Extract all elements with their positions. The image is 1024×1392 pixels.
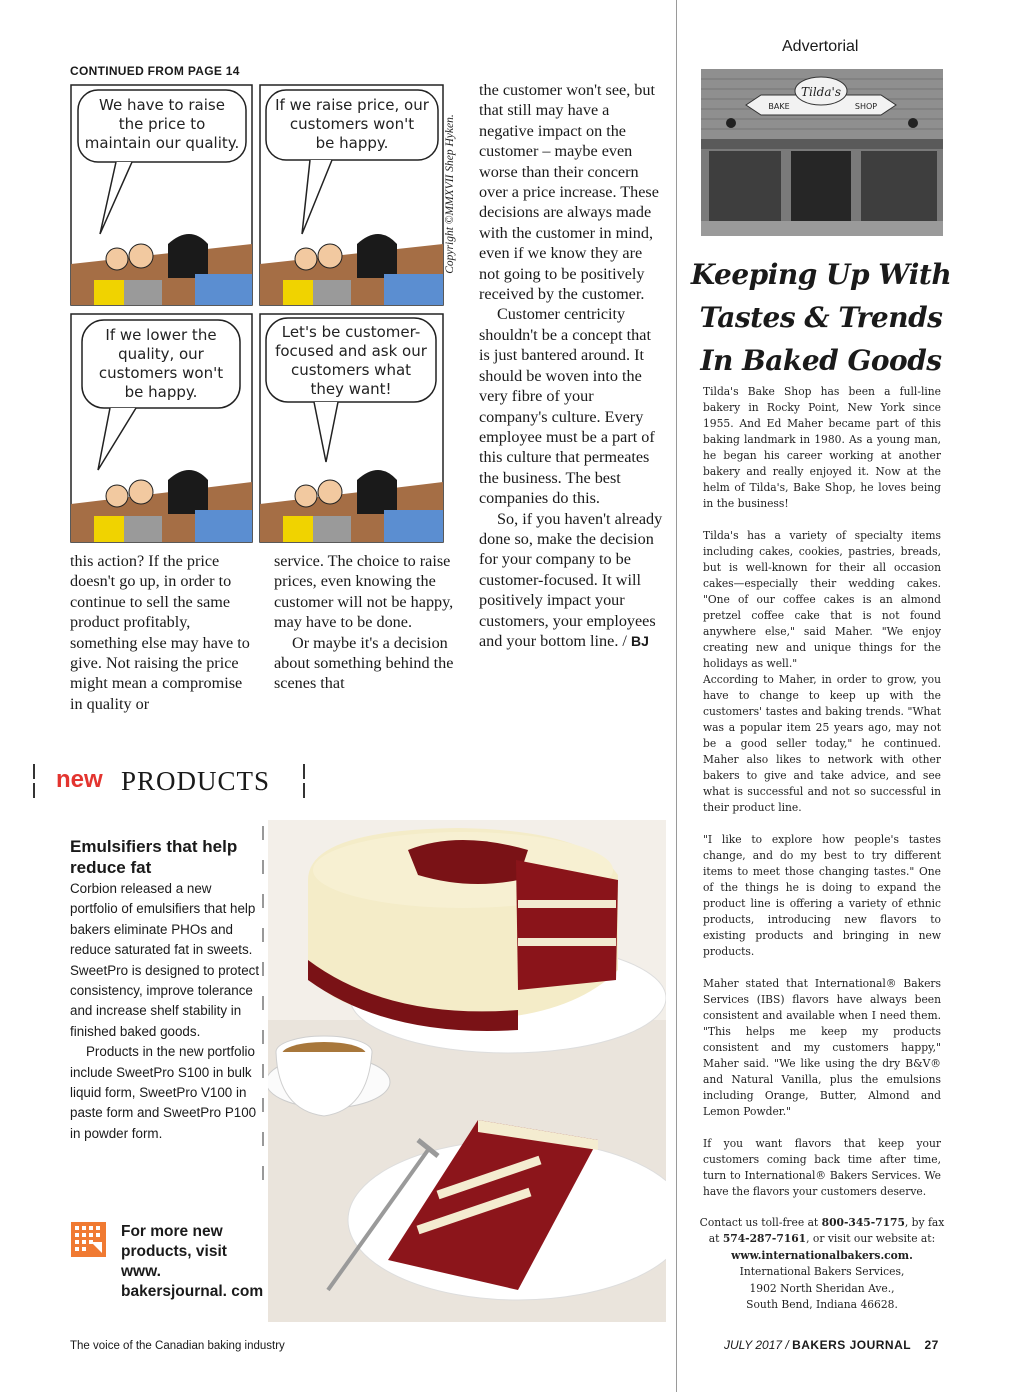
article-col2-p1: service. The choice to raise prices, even knowing the customer will not be happy, may have to be done.: [274, 552, 454, 632]
ad-paragraph-2: [703, 528, 941, 672]
comic-p1-l2: the price to: [118, 115, 206, 133]
footer-magazine: BAKERS JOURNAL: [792, 1338, 912, 1352]
ad-paragraph-5: [703, 976, 941, 1120]
comic-p2-l2: customers won't: [289, 115, 415, 133]
ad-paragraph-1: [703, 384, 941, 512]
address-line-1: International Bakers Services,: [739, 1265, 905, 1279]
comic-copyright: Copyright ©MMXVII Shep Hyken.: [444, 114, 456, 274]
ad-p3: According to Maher, in order to grow, you have to change to keep up with the customers' tastes and baking trends. "What was a popular item 25 years ago, may not be a good seller today," he continued. Maher also likes to network with other bakers to give and take advice, and see what is successful and not so successful in their product line.: [703, 673, 941, 814]
address-line-2: 1902 North Sheridan Ave.,: [749, 1281, 895, 1295]
article-column-1: [70, 551, 253, 714]
comic-p3-l4: be happy.: [124, 383, 198, 401]
ad-paragraph-6: [703, 1136, 941, 1200]
footer-tagline: The voice of the Canadian baking industry: [70, 1340, 285, 1352]
red-velvet-cake-photo: [268, 820, 666, 1322]
address-line-3: South Bend, Indiana 46628.: [746, 1298, 898, 1312]
ad-p4: "I like to explore how people's tastes change, and do my best to try different items to meet those changing tastes." One of the things he is doing to expand the product line is offering a variety of ethnic products, introducing new flavors to existing products and bringing in new products.: [703, 833, 941, 958]
grid-icon: [71, 1222, 106, 1257]
shop-sign-left: BAKE: [768, 102, 790, 111]
ad-paragraph-4: [703, 832, 941, 960]
ad-paragraph-3: [703, 672, 941, 816]
article-col2-p2: Or maybe it's a decision about something behind the scenes that: [274, 633, 454, 693]
headline-line-1: Keeping Up With: [690, 258, 952, 291]
product-p1: Corbion released a new portfolio of emulsifiers that help bakers eliminate PHOs and reduce saturated fat in sweets. SweetPro is designed to protect consistency, improve tolerance and increase shelf stability in finished baked goods.: [70, 881, 260, 1039]
headline-line-2: Tastes & Trends: [699, 301, 943, 334]
contact-intro: Contact us toll-free at: [699, 1216, 819, 1229]
ad-p2: Tilda's has a variety of specialty items including cakes, cookies, pastries, breads, but is well-known for their all occasion cakes—especially their wedding cakes. "One of our coffee cakes is an almond pretzel coffee cake that is not found anywhere else," said Maher. "We enjoy creating new and unique things for the holidays as well.": [703, 529, 941, 670]
header-bar-right: [302, 764, 306, 798]
fax-number: 574-287-7161: [722, 1232, 807, 1246]
column-divider: [676, 0, 677, 1392]
page-number: 27: [924, 1338, 939, 1352]
comic-strip: [70, 84, 457, 544]
article-column-2: [274, 551, 461, 694]
article-signature: BJ: [630, 632, 649, 649]
comic-p2-l3: be happy.: [315, 134, 389, 152]
comic-p3-l2: quality, our: [118, 345, 204, 363]
bake-shop-photo: [701, 69, 943, 236]
ad-p6: If you want flavors that keep your customers coming back time after time, turn to International® Bakers Services. We have the flavors your customers deserve.: [703, 1137, 941, 1198]
new-label: new: [56, 766, 103, 793]
article-column-3: [479, 80, 665, 651]
advertorial-label: Advertorial: [782, 38, 859, 55]
website-link[interactable]: www.internationalbakers.com.: [731, 1248, 913, 1262]
products-label: PRODUCTS: [121, 766, 271, 796]
ad-p5: Maher stated that International® Bakers Services (IBS) flavors have always been consistent and available when I need them. "This helps me keep my products consistent and my customers happy," Maher said. "We like using the dry B&V® and Natural Vanilla, plus the emulsions including Orange, Butter, Almond and Lemon Powder.": [703, 977, 941, 1118]
comic-p3-l3: customers won't: [98, 364, 224, 382]
shop-sign-name: Tilda's: [801, 85, 841, 99]
contact-web-intro: , or visit our website at:: [806, 1232, 936, 1246]
product-p2: Products in the new portfolio include SweetPro S100 in bulk liquid form, SweetPro V100 in paste form and SweetPro P100 in powder form.: [70, 1044, 257, 1141]
contact-block: [697, 1215, 947, 1313]
comic-p4-l4: they want!: [310, 380, 392, 398]
more-products-link[interactable]: For more new products, visit www. bakersjournal. com: [121, 1223, 264, 1300]
header-bar-left: [32, 764, 36, 798]
comic-p4-l3: customers what: [290, 361, 412, 379]
comic-p1-l1: We have to raise: [99, 96, 225, 114]
article-col3-p3: So, if you haven't already done so, make the decision for your company to be customer-focused. It will positively impact your customers, your employees and your bottom line. /: [479, 509, 663, 650]
footer-date: JULY 2017 /: [724, 1338, 789, 1352]
comic-p1-l3: maintain our quality.: [84, 134, 240, 152]
new-products-header: [32, 764, 312, 800]
contact-mid: , by fax at: [708, 1216, 945, 1246]
phone-number[interactable]: 800-345-7175: [821, 1216, 905, 1229]
article-col3-p2: Customer centricity shouldn't be a concept that is just bantered around. It should be woven into the very fibre of your company's culture. Every employee must be a part of this culture that permeates the business. The best companies do this.: [479, 305, 655, 508]
article-col3-p1: the customer won't see, but that still may have a negative impact on the customer – maybe even worse than their concern over a price increase. These decisions are always made with the customer in mind, even if we know they are not going to be positively received by the customer.: [479, 81, 659, 304]
products-dashed-divider: [262, 826, 264, 1196]
advertorial-headline: [690, 253, 952, 382]
comic-p4-l1: Let's be customer-: [281, 323, 421, 341]
product-body: [70, 879, 262, 1144]
product-title: Emulsifiers that help reduce fat: [70, 837, 238, 877]
comic-p4-l2: focused and ask our: [275, 342, 427, 360]
footer-folio: [724, 1338, 939, 1352]
shop-sign-right: SHOP: [854, 102, 878, 111]
comic-p2-l1: If we raise price, our: [275, 96, 429, 114]
article-col1-text: this action? If the price doesn't go up, in order to continue to sell the same product profitably, something else may have to give. Not raising the price might mean a compromise in quality or: [70, 552, 250, 713]
headline-line-3: In Baked Goods: [700, 344, 942, 377]
ad-p1: Tilda's Bake Shop has been a full-line bakery in Rocky Point, New York since 1955. And Ed Maher became part of this baking landmark in 1980. As a young man, he began his career working at another bakery and really enjoyed it. Now at the helm of Tilda's, Bake Shop, he loves being in the business!: [703, 385, 941, 510]
continued-label: CONTINUED FROM PAGE 14: [70, 64, 240, 78]
comic-p3-l1: If we lower the: [105, 326, 217, 344]
